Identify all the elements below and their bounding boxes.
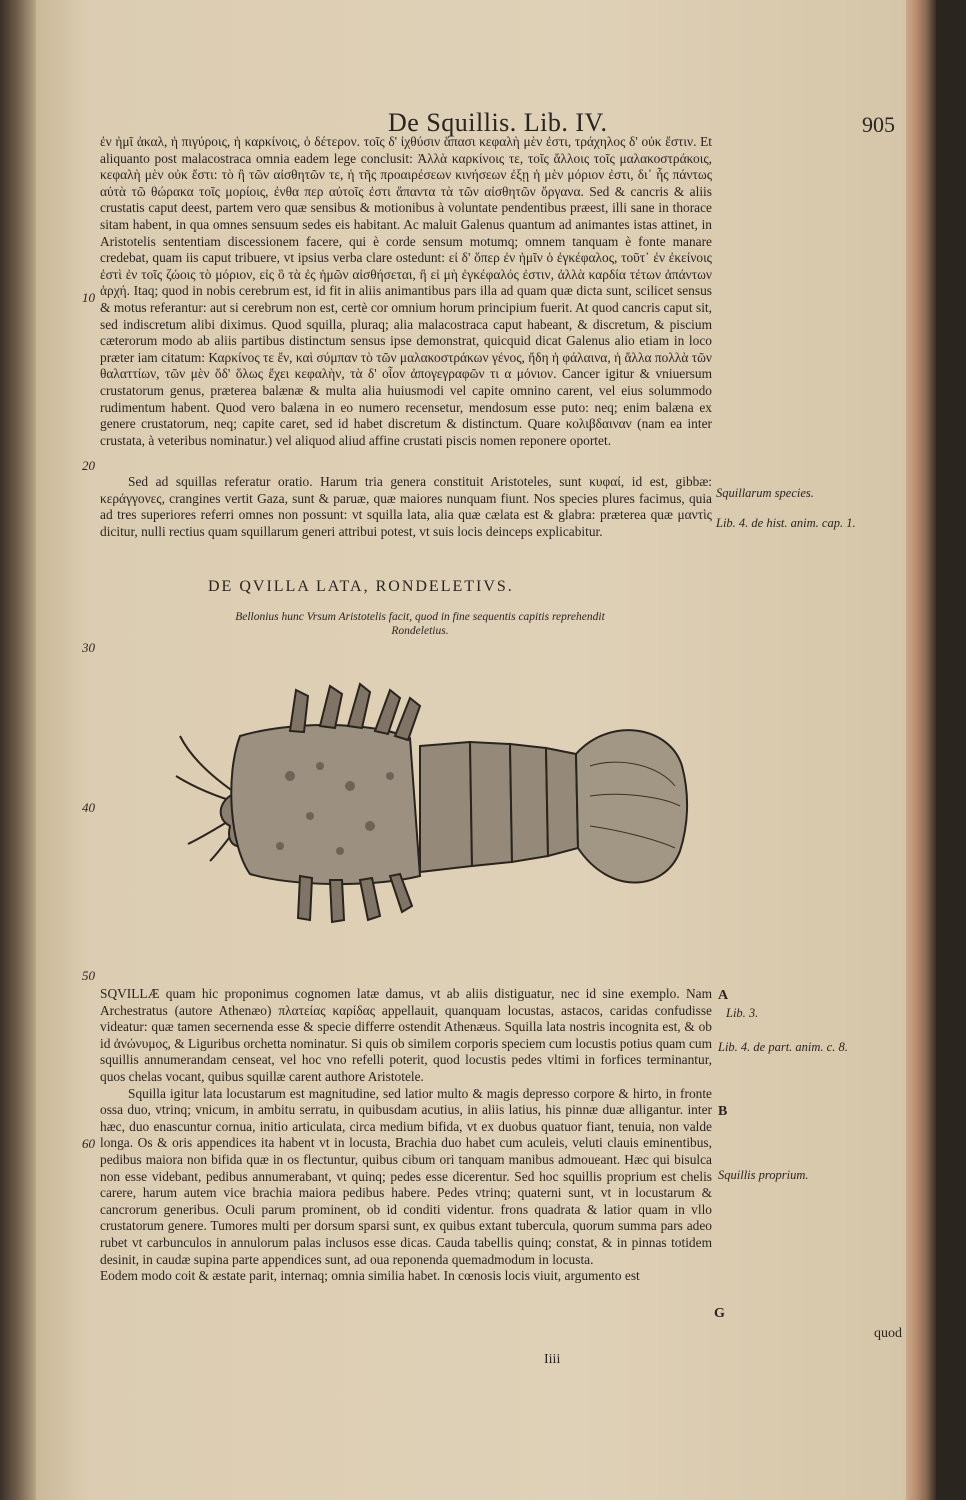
line-number: 30 [82, 640, 95, 655]
folio-number: 905 [862, 112, 895, 137]
text-block-3 [100, 986, 712, 1285]
squilla-lata-woodcut [170, 676, 690, 946]
page-fore-edge [906, 0, 936, 1500]
line-number: 60 [82, 1136, 95, 1151]
signature-mark: Iiii [544, 1352, 561, 1367]
running-title: De Squillis. Lib. IV. [388, 108, 608, 137]
section-title: DE QVILLA LATA, RONDELETIVS. [208, 578, 514, 595]
margin-note: Lib. 3. [726, 1006, 759, 1020]
paragraph: Sed ad squillas referatur oratio. Harum tria genera constituit Aristoteles, sunt κυφαί, id est, gibbæ: κεράγγονες, crangines vertit Gaza, sunt & paruæ, quæ maiores nunquam fiunt. Nos species plures facimus, quia ad tres superiores referri omnes non possunt: vt squilla lata, alia quæ cælata est & glabra: præterea quæ μαντὶς dicitur, nulli rectius quam squillarum generi attribui potest, vt suis locis deinceps explicabitur. [100, 474, 712, 539]
paragraph: ἐν ἡμῖ ἀκαλ, ἡ πιγύροις, ἡ καρκίνοις, ὁ δέτερον. τοῖς δ' ἰχθύσιν ἅπασι κεφαλὴ μὲν ἐστι, τράχηλος δ' οὐκ ἔστιν. Et aliquanto post malacostraca omnia eadem lege conclusit: Ἀλλὰ καρκίνοις τε, τοῖς ἄλλοις τοῖς μαλακοστράκοις, κεφαλὴ μὲν οὐκ ἔστι: τὸ ἢ τῶν αἰσθητῶν τε, ἡ τῆς προαιρέσεων κινήσεων ἐξῃ ἡ μὲν μόριον ἐστι, δι᾽ ἧς πάντως αὐτὰ τῶ θώρακα τοῖς μορίοις, ἐνθα περ αὐτοῖς ἐστι ἅπαντα τὰ τῶν αἰσθητῶν ὄργανα. Sed & cancris & aliis crustatis caput deest, partem vero quæ sensibus & motionibus à voluntate pendentibus præest, illi sane in thorace sitam habent, in qua omnes sensuum sedes eis habitant. Ac maluit Galenus quantum ad animantes istas attinet, in Aristotelis sententiam discessionem facere, qui è corde sensum motumq; omnem tanquam è fonte manare credebat, quam iis caput tribuere, vt ipsius verba clare ostedunt: εἰ δ' ὅπερ ἐν ἡμῖν ὁ ἐγκέφαλος, τοῦτ᾽ ἐν ἐκείνοις ἐστὶ ἐν τοῖς ζώοις τὸ μόριον, εἰς ὃ τὰ ἐς ἡμῶν αἰσθήσεται, ἢ εἰ μὴ ἐγκέφαλός ἐστιν, ἀλλὰ καρδία τέτων ἁπάντων ἀρχή. Itaq; quod in nobis cerebrum est, id fit in aliis animantibus pars illa ad quam quæ dicta sunt, scilicet sensus & motus referantur: aut si cerebrum non est, certè cor omnium horum principium fuerit. At quod cancris caput sit, sed indiscretum alibi diximus. Quod squilla, pluraq; alia malacostraca caput habeant, & discretum, & piscium cæterorum modo ab aliis partibus distinctum sensus ipse demonstrat, quicquid dicat Galenus alio etiam in loco præter iam citatum: Καρκίνος τε ἔν, καὶ σύμπαν τὸ τῶν μαλακοστράκων γένος, ἤδη ἡ φάλαινα, ἡ ἄλλα πολλὰ τῶν θαλαττίων, τῶν μὲν ὅδ' ὅλως ἔχει κεφαλὴν, τὰ δ' οἷον ἀπογεγραφῶν τι α μόνιον. Cancer igitur & vniuersum crustatorum genus, præterea balænæ & multa alia huiusmodi vel capite omnino carent, vel eius solummodo rudimentum habent. Quod vero balæna in eo numero recensetur, mendosum esse puto: neq; enim balæna ex genere crustatorum, neq; capite caret, sed id habet discretum & distinctum. Quare κολιβδαιναν (nam ea inter crustata, à veteribus nominatur.) vel aliquod aliud affine crustati piscis nomen reponere oportet. [100, 134, 712, 448]
line-number: 50 [82, 968, 95, 983]
line-number: 20 [82, 458, 95, 473]
line-number: 10 [82, 290, 95, 305]
paragraph: SQVILLÆ quam hic proponimus cognomen latæ damus, vt ab aliis distiguatur, nec id sine exemplo. Nam Archestratus (autore Athenæo) πλατείας καρίδας appellauit, quanquam locustas, astacos, caridas confudisse videatur: quæ tamen secernenda esse & specie differre ostendit Athenæus. Squilla lata nostris incognita est, & ob id ἀνώνυμος, & Liguribus orchetta nominatur. Si quis ob similem corporis speciem cum locustis potius quam cum squillis annumerandam censeat, vel hoc vno refelli poterit, quod locustis pedes vltimi in forfices terminantur, quos chelas vocant, quibus squillæ carent authore Aristotele. [100, 986, 712, 1084]
margin-note: Lib. 4. de part. anim. c. 8. [718, 1040, 848, 1054]
margin-note: Squillarum species. [716, 486, 814, 500]
margin-letter: A [718, 988, 729, 1003]
paragraph: Squilla igitur lata locustarum est magnitudine, sed latior multo & magis depresso corpore & hirto, in fronte ossa duo, vtrinq; vnicum, in ambitu serratu, in quibusdam acutius, in aliis latius, his pinnæ duæ alligantur. inter hæc, duo enascuntur cornua, initio articulata, circa medium bifida, vt ex duobus quatuor fiant, tenuia, non valde longa. Os & oris appendices ita habent vt in locusta, Brachia duo habet cum aculeis, veluti clauis eminentibus, pedibus maiora non bifida quæ in os flectuntur, quibus cibum ori tanquam manibus admoueant. Hæc qui bisulca non esse videbant, pedibus annumerabant, vt quinq; pedes esse dicerentur. Sed hoc squillis proprium est chelis carere, harum autem vice brachia maiora pedibus habere. Pedes vtrinq; quaterni sunt, vt in locustarum & cancrorum generibus. Oculi parum prominent, ob id conditi videntur. frons quadrata & latior quam in vllo crustatorum genere. Tumores multi per dorsum sparsi sunt, ex quibus extant tubercula, quorum summa pars adeo rubet vt carbunculos in annulorum palas inclusos esse dicas. Cauda tabellis quinq; constat, & in pinnas totidem desinit, in caudæ supina parte appendices sunt, ad oua reponenda quemadmodum in locusta. [100, 1085, 712, 1267]
line-number: 40 [82, 800, 95, 815]
figure-caption: Bellonius hunc Vrsum Aristotelis facit, quod in fine sequentis capitis reprehendit Rondeletius. [235, 611, 605, 637]
margin-letter: B [718, 1104, 728, 1119]
margin-note: Squillis proprium. [718, 1168, 809, 1182]
paragraph: Eodem modo coit & æstate parit, internaq; omnia similia habet. In cœnosis locis viuit, argumento est [100, 1268, 640, 1284]
text-block-2 [100, 474, 712, 540]
margin-note: Lib. 4. de hist. anim. cap. 1. [716, 516, 856, 530]
catchword: quod [874, 1326, 902, 1341]
margin-letter: G [714, 1306, 725, 1321]
text-block-1 [100, 134, 712, 449]
book-spine [0, 0, 40, 1500]
